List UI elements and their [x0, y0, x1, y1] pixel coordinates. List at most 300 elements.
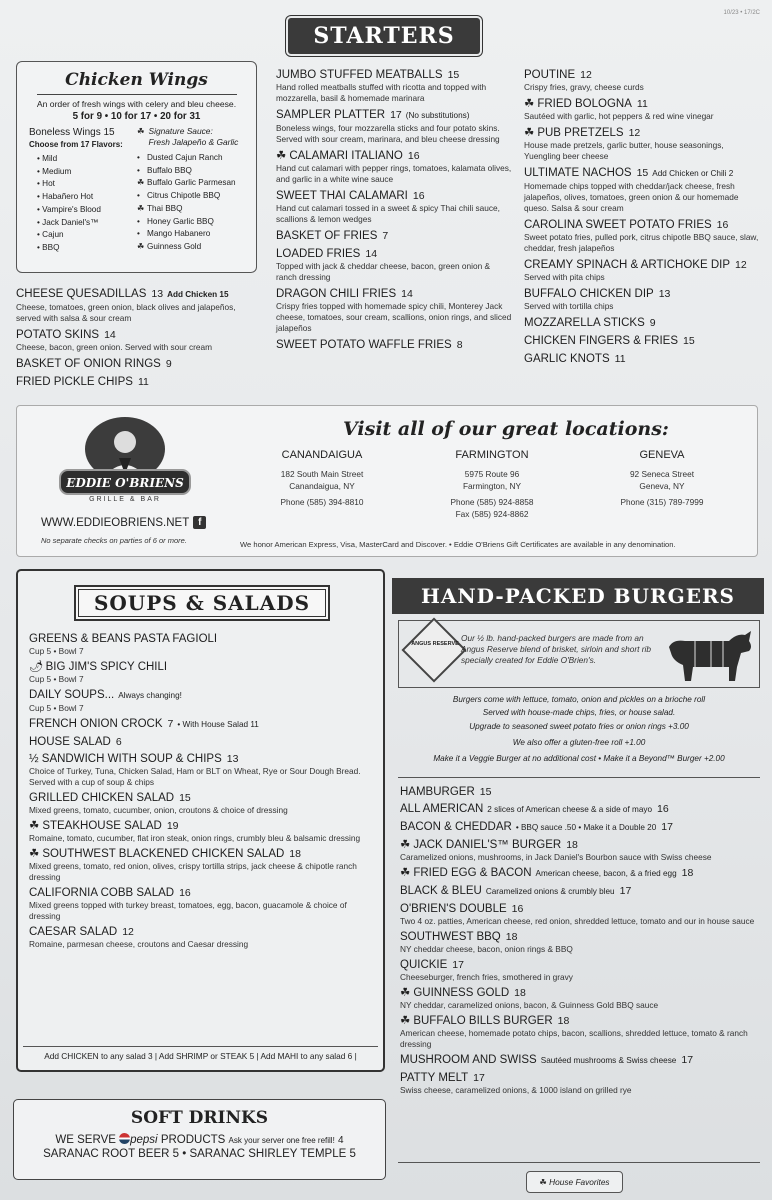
menu-item-header	[524, 316, 759, 330]
menu-item-name: CHEESE QUESADILLAS	[16, 288, 147, 300]
doc-code: 10/23 • 17/2C	[723, 10, 760, 16]
menu-item	[276, 189, 512, 225]
flavor-bullet: •	[37, 217, 43, 227]
menu-item-header	[29, 717, 377, 732]
menu-item	[524, 352, 759, 366]
location-address: 182 South Main Street	[280, 469, 364, 479]
facebook-icon[interactable]: f	[193, 516, 206, 529]
menu-item-header	[524, 166, 759, 181]
menu-item-header	[400, 866, 760, 881]
location-fax: Fax (585) 924-8862	[455, 509, 529, 519]
locations-title: Visit all of our great locations:	[343, 418, 669, 440]
menu-item-price: 15	[479, 786, 492, 798]
drinks-price: 4	[338, 1135, 344, 1146]
menu-item-header	[276, 247, 512, 261]
location-phone[interactable]: Phone (315) 789-7999	[620, 497, 704, 507]
menu-item-desc: NY cheddar, caramelized onions, bacon, & Guinness Gold BBQ sauce	[400, 1000, 659, 1010]
menu-item-name: POTATO SKINS	[16, 329, 100, 341]
burger-bottom-divider	[398, 1162, 760, 1163]
burgers-banner	[392, 578, 764, 614]
flavor-item	[29, 217, 137, 230]
menu-item-header	[524, 334, 759, 348]
menu-item-desc: Mixed greens topped with turkey breast, tomatoes, egg, bacon, guacamole & choice of dressing	[29, 900, 347, 921]
menu-item-name: CAESAR SALAD	[29, 926, 118, 938]
boneless-wings: Boneless Wings	[29, 127, 101, 138]
menu-item-header	[524, 352, 759, 366]
menu-item-name: BUFFALO BILLS BURGER	[413, 1015, 553, 1027]
flavor-name: Habañero Hot	[42, 192, 94, 202]
menu-item-header	[29, 688, 377, 703]
menu-item-name: SOUTHWEST BBQ	[400, 931, 501, 943]
flavor-name: Mild	[42, 154, 58, 163]
shamrock-icon: ☘	[137, 241, 145, 251]
menu-item	[400, 1053, 760, 1068]
menu-item-desc: Mixed greens, tomato, red onion, olives, crispy tortilla strips, jack cheese & chipotle ranch dressing	[29, 861, 357, 882]
angus-badge-text: ANGUS RESERVE	[411, 641, 459, 647]
menu-item-name: CAROLINA SWEET POTATO FRIES	[524, 219, 712, 231]
menu-item-desc: Homemade chips topped with cheddar/jack cheese, fresh jalapeños, olives, tomatoes, green onion & our homemade queso. Salsa & sour cream	[524, 181, 739, 213]
logo	[55, 414, 195, 509]
menu-item-header	[400, 1053, 760, 1068]
burger-list	[400, 785, 760, 1099]
location-city: Farmington, NY	[462, 481, 522, 491]
menu-item-header	[29, 632, 377, 646]
location-phone[interactable]: Phone (585) 924-8858	[450, 497, 534, 507]
menu-item-name: BACON & CHEDDAR	[400, 821, 512, 833]
menu-item-header	[16, 357, 262, 371]
burger-notes	[398, 693, 760, 767]
menu-item-price: 11	[614, 353, 626, 365]
menu-item-desc: Boneless wings, four mozzarella sticks and four potato skins. Served with sour cream, marinara, and bleu cheese dressing	[276, 123, 500, 144]
menu-item-name: CREAMY SPINACH & ARTICHOKE DIP	[524, 259, 730, 271]
menu-item-desc: Cup 5 • Bowl 7	[29, 646, 84, 656]
starters-title: STARTERS	[313, 23, 455, 49]
menu-item-note: Sautéed mushrooms & Swiss cheese	[540, 1056, 677, 1065]
menu-item-name: MUSHROOM AND SWISS	[400, 1054, 537, 1066]
location-name: FARMINGTON	[455, 449, 529, 461]
menu-item-name: SWEET THAI CALAMARI	[276, 190, 408, 202]
menu-item-name: GARLIC KNOTS	[524, 353, 610, 365]
menu-item-note: Always changing!	[118, 691, 182, 700]
menu-item	[400, 986, 760, 1011]
menu-item-header	[29, 925, 377, 939]
menu-item-desc: Swiss cheese, caramelized onions, & 1000 island on grilled rye	[400, 1085, 632, 1095]
flavor-list-left	[29, 153, 137, 255]
logo-graphic	[55, 414, 195, 509]
menu-item-desc: House made pretzels, garlic butter, house seasonings, Yuengling beer cheese	[524, 140, 724, 161]
flavor-name: Hot	[42, 179, 55, 189]
menu-item-note: Add Chicken 15	[167, 290, 229, 299]
menu-item	[400, 958, 760, 983]
soups-salads-box	[16, 569, 385, 1072]
menu-item-header	[524, 287, 759, 301]
menu-item-header	[276, 287, 512, 301]
menu-item-header	[400, 1071, 760, 1085]
menu-item-header	[400, 986, 760, 1000]
menu-item-header	[16, 328, 262, 342]
burger-note: Burgers come with lettuce, tomato, onion and pickles on a brioche roll	[452, 695, 706, 704]
menu-item-price: 9	[649, 317, 656, 329]
menu-item	[524, 334, 759, 348]
menu-item	[400, 802, 760, 817]
flavor-item	[137, 190, 248, 203]
starters-banner	[288, 18, 480, 54]
shamrock-icon: ☘	[137, 178, 145, 188]
menu-item-price: 14	[401, 288, 413, 300]
menu-item	[29, 735, 377, 749]
menu-item-header	[400, 884, 760, 899]
chicken-wings-box	[16, 61, 257, 273]
menu-item-header	[524, 126, 759, 140]
menu-item-note: • BBQ sauce .50 • Make it a Double 20	[515, 823, 657, 832]
menu-item-header	[400, 1014, 760, 1028]
flavor-bullet: •	[37, 204, 43, 214]
menu-item-name: DRAGON CHILI FRIES	[276, 288, 397, 300]
wings-title: Chicken Wings	[65, 70, 208, 90]
menu-item-header	[400, 958, 760, 972]
menu-item	[16, 328, 262, 353]
menu-item-header	[16, 375, 262, 389]
flavor-item	[137, 165, 248, 178]
menu-item-desc: Cup 5 • Bowl 7	[29, 703, 84, 713]
burger-divider	[398, 777, 760, 778]
burger-note: Served with house-made chips, fries, or house salad.	[482, 708, 676, 717]
menu-item	[524, 218, 759, 254]
menu-item-name: GRILLED CHICKEN SALAD	[29, 792, 175, 804]
flavor-item	[29, 229, 137, 242]
menu-item-price: 14	[365, 248, 378, 260]
flavor-item	[137, 152, 248, 165]
website-link[interactable]: WWW.EDDIEOBRIENS.NET	[41, 516, 190, 529]
boneless-price: 15	[103, 127, 115, 138]
menu-item-desc: Topped with jack & cheddar cheese, bacon, green onion & ranch dressing	[276, 261, 491, 282]
menu-item-header	[400, 785, 760, 799]
flavor-item	[29, 153, 137, 166]
drinks-products: PRODUCTS	[160, 1134, 226, 1146]
menu-item	[524, 258, 759, 283]
menu-item-price: 15	[179, 792, 191, 804]
menu-item	[29, 632, 377, 657]
menu-item	[400, 820, 760, 835]
menu-item	[276, 108, 512, 145]
checks-note: No separate checks on parties of 6 or more.	[41, 536, 187, 545]
menu-item-price: 11	[636, 98, 648, 110]
flavors-choose: Choose from 17 Flavors:	[29, 140, 123, 149]
flavor-item	[29, 191, 137, 204]
menu-item-name: SWEET POTATO WAFFLE FRIES	[276, 339, 452, 351]
menu-item	[400, 930, 760, 955]
pepsi-brand: pepsi	[130, 1134, 158, 1146]
flavor-item	[137, 203, 248, 216]
menu-item	[276, 287, 512, 334]
menu-item-note: Add Chicken or Chili 2	[652, 169, 734, 178]
menu-item-name: FRIED BOLOGNA	[537, 98, 632, 110]
menu-item-price: 8	[456, 339, 463, 351]
flavor-item	[137, 228, 248, 241]
flavor-bullet: •	[37, 192, 43, 202]
menu-item	[29, 752, 377, 788]
flavor-item	[137, 216, 248, 229]
soups-banner	[74, 585, 330, 621]
menu-item-name: SOUTHWEST BLACKENED CHICKEN SALAD	[42, 848, 285, 860]
menu-item	[29, 886, 377, 922]
flavor-bullet: •	[37, 166, 43, 176]
menu-item-price: 16	[407, 150, 420, 162]
menu-item-desc: Cup 5 • Bowl 7	[29, 674, 84, 684]
menu-item-price: 16	[412, 190, 425, 202]
burgers-title: HAND-PACKED BURGERS	[420, 584, 736, 608]
menu-item-name: STEAKHOUSE SALAD	[42, 820, 162, 832]
menu-item-name: HOUSE SALAD	[29, 736, 111, 748]
menu-item	[524, 287, 759, 312]
menu-item-price: 18	[681, 867, 694, 879]
menu-item-name: JACK DANIEL'S™ BURGER	[413, 839, 562, 851]
location-phone[interactable]: Phone (585) 394-8810	[280, 497, 364, 507]
honor-note: We honor American Express, Visa, MasterCard and Discover. • Eddie O'Briens Gift Certificates are available in any denomination.	[240, 540, 676, 549]
menu-item-price: 7	[167, 718, 174, 730]
shamrock-icon: ☘	[400, 987, 411, 999]
menu-item-name: CALAMARI ITALIANO	[289, 150, 403, 162]
menu-item	[400, 838, 760, 863]
menu-item	[276, 68, 512, 104]
menu-item-desc: Crispy fries, gravy, cheese curds	[524, 82, 644, 92]
menu-item-header	[276, 108, 512, 123]
flavor-bullet: •	[37, 230, 43, 240]
menu-item-price: 13	[226, 753, 239, 765]
menu-item-note: Caramelized onions & crumbly bleu	[485, 887, 615, 896]
menu-item-desc: NY cheddar cheese, bacon, onion rings & BBQ	[400, 944, 573, 954]
menu-item	[29, 925, 377, 950]
flavor-name: Mango Habanero	[147, 229, 211, 239]
menu-item-header	[29, 791, 377, 805]
flavor-item	[29, 178, 137, 191]
soft-drinks-title: SOFT DRINKS	[130, 1108, 269, 1128]
location-address: 5975 Route 96	[464, 469, 520, 479]
menu-item-desc: Romaine, tomato, cucumber, flat iron steak, onion rings, crumbly bleu & balsamic dressing	[29, 833, 361, 843]
menu-item-name: BASKET OF FRIES	[276, 230, 378, 242]
menu-item-name: MOZZARELLA STICKS	[524, 317, 645, 329]
angus-badge	[401, 617, 466, 682]
menu-item-header	[400, 838, 760, 852]
menu-item-price: 13	[151, 288, 164, 300]
menu-item-header	[29, 819, 377, 833]
soups-list	[29, 632, 377, 953]
shamrock-icon: ☘	[137, 126, 145, 136]
menu-item-header	[29, 735, 377, 749]
menu-item-price: 18	[566, 839, 578, 851]
menu-item-header	[276, 149, 512, 163]
starters-mid-list	[276, 68, 512, 356]
menu-item-header	[29, 847, 377, 861]
flavor-bullet: •	[137, 191, 140, 201]
menu-item-price: 12	[628, 127, 641, 139]
menu-item-name: PUB PRETZELS	[537, 127, 624, 139]
shamrock-icon: ☘	[276, 150, 287, 162]
menu-item-header	[276, 338, 512, 352]
shamrock-icon: ☘	[29, 820, 40, 832]
wings-prices: 5 for 9 • 10 for 17 • 20 for 31	[72, 111, 201, 122]
menu-item-name: PATTY MELT	[400, 1072, 469, 1084]
starters-right-list	[524, 68, 759, 370]
burgers-intro-box	[398, 620, 760, 688]
flavor-bullet: •	[37, 242, 43, 252]
menu-item	[524, 166, 759, 214]
menu-item-desc: Choice of Turkey, Tuna, Chicken Salad, Ham or BLT on Wheat, Rye or Sour Dough Bread. Served with a cup of soup & chips	[29, 766, 361, 787]
logo-subtext: GRILLE & BAR	[89, 496, 161, 503]
menu-item-desc: American cheese, homemade potato chips, bacon, scallions, shredded lettuce, tomato & ranch dressing	[400, 1028, 748, 1049]
menu-item-note: • With House Salad 11	[177, 720, 259, 729]
location-city: Canandaigua, NY	[289, 481, 355, 491]
menu-item	[400, 866, 760, 881]
menu-item-name: JUMBO STUFFED MEATBALLS	[276, 69, 443, 81]
wings-desc: An order of fresh wings with celery and bleu cheese.	[36, 99, 237, 109]
menu-item-name: SAMPLER PLATTER	[276, 109, 386, 121]
flavor-bullet: •	[137, 229, 140, 239]
menu-item-price: 17	[681, 1054, 694, 1066]
burgers-intro: Our ½ lb. hand-packed burgers are made from an Angus Reserve blend of brisket, sirloin and short rib specially created for Eddie O'Brien's.	[461, 633, 652, 665]
menu-item-price: 16	[179, 887, 191, 899]
menu-item-price: 15	[447, 69, 460, 81]
menu-item-price: 13	[658, 288, 671, 300]
starters-left-list	[16, 287, 262, 393]
menu-item	[524, 126, 759, 162]
menu-item-header	[276, 68, 512, 82]
wings-divider	[37, 94, 237, 95]
menu-item-price: 11	[137, 376, 149, 388]
menu-item-desc: Hand cut calamari tossed in a sweet & spicy Thai chili sauce, scallions & lemon wedges	[276, 203, 500, 224]
menu-item-header	[400, 930, 760, 944]
flavor-name: Medium	[42, 166, 72, 176]
menu-item-desc: Hand rolled meatballs stuffed with ricotta and topped with mozzarella, basil & homemade marinara	[276, 82, 487, 103]
menu-item	[16, 287, 262, 324]
menu-item-header	[524, 68, 759, 82]
menu-item-name: FRIED EGG & BACON	[413, 867, 532, 879]
flavor-bullet: •	[137, 153, 140, 162]
menu-item-name: O'BRIEN'S DOUBLE	[400, 903, 507, 915]
menu-item-name: HAMBURGER	[400, 786, 475, 798]
menu-item-header	[400, 902, 760, 916]
menu-item-desc: Cheese, bacon, green onion. Served with sour cream	[16, 342, 213, 352]
menu-item-header	[276, 229, 512, 243]
flavor-name: Cajun	[42, 230, 64, 240]
shamrock-icon: ☘	[539, 1177, 547, 1187]
flavor-name: Dusted Cajun Ranch	[147, 153, 223, 162]
menu-item-name: FRIED PICKLE CHIPS	[16, 376, 133, 388]
menu-item-header	[400, 802, 760, 817]
menu-item-price: 17	[473, 1072, 485, 1084]
flavor-bullet: •	[37, 154, 43, 163]
menu-item-desc: Sweet potato fries, pulled pork, citrus chipotle BBQ sauce, slaw, cheddar, fresh jalapeños	[524, 232, 759, 253]
signature-title: Signature Sauce:	[148, 126, 213, 136]
menu-item	[524, 316, 759, 330]
menu-item-name: ALL AMERICAN	[400, 803, 484, 815]
menu-item-price: 18	[557, 1015, 570, 1027]
menu-item-name: BLACK & BLEU	[400, 885, 482, 897]
flavor-name: Guinness Gold	[147, 241, 202, 251]
menu-item-price: 16	[511, 903, 524, 915]
salad-addons: Add CHICKEN to any salad 3 | Add SHRIMP or STEAK 5 | Add MAHI to any salad 6 |	[23, 1046, 378, 1065]
drinks-we-serve: WE SERVE	[55, 1134, 116, 1146]
flavor-bullet: •	[137, 216, 140, 226]
menu-item-price: 6	[115, 736, 122, 748]
house-favorites-legend	[526, 1171, 623, 1193]
menu-item-price: 9	[165, 358, 172, 370]
locations-box	[16, 405, 758, 557]
menu-item-name: GUINNESS GOLD	[413, 987, 510, 999]
drinks-refill-note: Ask your server one free refill!	[228, 1136, 335, 1145]
menu-item	[29, 717, 377, 732]
menu-item-price: 16	[716, 219, 729, 231]
menu-item	[29, 819, 377, 844]
menu-item-name: GREENS & BEANS PASTA FAGIOLI	[29, 633, 218, 645]
menu-item-name: CALIFORNIA COBB SALAD	[29, 887, 175, 899]
burger-note: Make it a Veggie Burger at no additional cost • Make it a Beyond™ Burger +2.00	[433, 754, 725, 763]
menu-item-price: 18	[505, 931, 518, 943]
location-name: CANANDAIGUA	[281, 449, 363, 461]
menu-item-header	[400, 820, 760, 835]
menu-item-price: 14	[104, 329, 116, 341]
location-card	[407, 448, 577, 520]
menu-item-header	[276, 189, 512, 203]
menu-item	[524, 68, 759, 93]
menu-item-header	[29, 660, 377, 674]
pepsi-logo	[119, 1133, 130, 1144]
burger-note: Upgrade to seasoned sweet potato fries or onion rings +3.00	[469, 722, 689, 731]
menu-item-price: 18	[289, 848, 301, 860]
flavor-name: Citrus Chipotle BBQ	[147, 191, 221, 201]
menu-item-price: 17	[619, 885, 632, 897]
menu-item	[29, 847, 377, 883]
menu-item-desc: Cheese, tomatoes, green onion, black olives and jalapeños, served with salsa & sour cream	[16, 302, 236, 323]
location-card	[237, 448, 407, 520]
cow-icon	[665, 627, 755, 685]
menu-item-price: 15	[683, 335, 695, 347]
location-card	[577, 448, 747, 520]
flavor-item	[137, 177, 248, 190]
location-list	[237, 448, 747, 520]
menu-item	[16, 357, 262, 371]
flavor-name: Vampire's Blood	[42, 204, 101, 214]
menu-item-price: 17	[452, 959, 464, 971]
menu-item-price: 12	[122, 926, 134, 938]
legend-label: House Favorites	[549, 1177, 610, 1187]
menu-item-desc: Sautéed with garlic, hot peppers & red wine vinegar	[524, 111, 714, 121]
menu-item-name: ½ SANDWICH WITH SOUP & CHIPS	[29, 753, 222, 765]
flavor-item	[29, 242, 137, 255]
menu-item	[400, 1014, 760, 1050]
flavor-item	[137, 241, 248, 254]
shamrock-icon: ☘	[400, 839, 411, 851]
menu-item-header	[524, 218, 759, 232]
pepper-icon: 🌶	[29, 661, 44, 673]
menu-item-price: 12	[580, 69, 592, 81]
menu-item-price: 7	[382, 230, 389, 242]
menu-item-name: ULTIMATE NACHOS	[524, 167, 632, 179]
menu-item-name: BUFFALO CHICKEN DIP	[524, 288, 654, 300]
menu-item	[29, 688, 377, 714]
menu-item-header	[29, 886, 377, 900]
menu-item-price: 17	[661, 821, 673, 833]
menu-item	[276, 338, 512, 352]
menu-item	[524, 97, 759, 122]
burger-note: We also offer a gluten-free roll +1.00	[512, 738, 646, 747]
flavor-name: Honey Garlic BBQ	[147, 216, 214, 226]
menu-item-name: BIG JIM'S SPICY CHILI	[45, 661, 168, 673]
menu-item-price: 12	[734, 259, 747, 271]
flavor-name: BBQ	[42, 242, 60, 252]
flavor-item	[29, 166, 137, 179]
location-city: Geneva, NY	[639, 481, 685, 491]
